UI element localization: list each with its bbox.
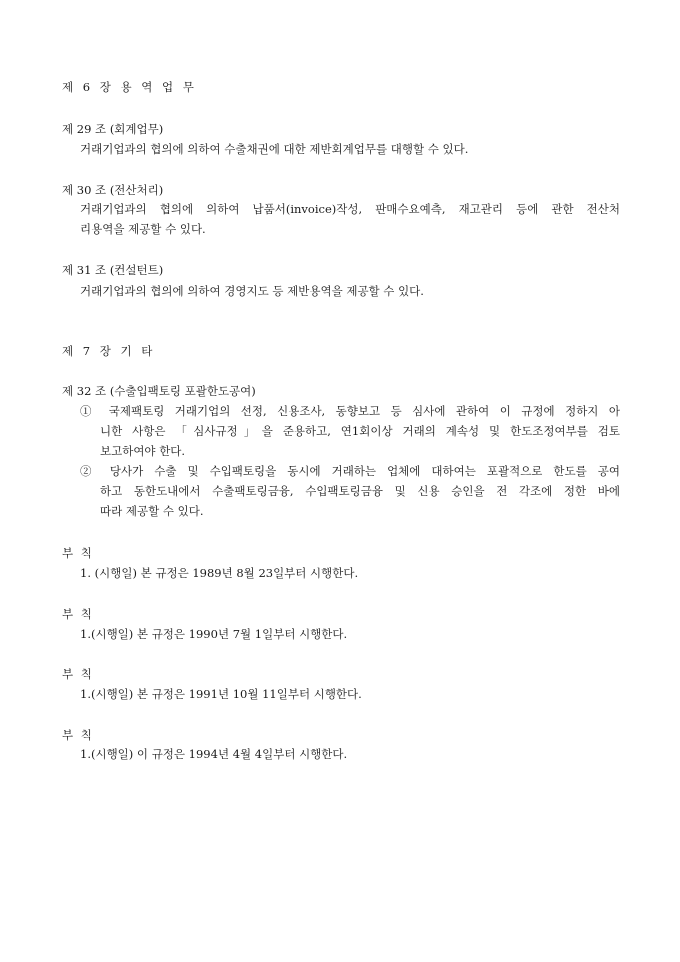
article-30-body-line-1: 거래기업과의 협의에 의하여 납품서(invoice)작성, 판매수요예측, 재고관리 등에 관한 전산처 (80, 202, 620, 216)
supplement-3-title: 부 칙 (62, 667, 94, 681)
supplement-1-item: 1. (시행일) 본 규정은 1989년 8월 23일부터 시행한다. (80, 566, 359, 580)
article-29-heading: 제 29 조 (회계업무) (62, 122, 164, 136)
article-30-body-line-2: 리용역을 제공할 수 있다. (80, 222, 206, 236)
chapter-7-title: 제 7 장 기 타 (62, 344, 156, 358)
article-32-item-1-line-3: 보고하여야 한다. (100, 444, 186, 458)
supplement-4-title: 부 칙 (62, 728, 94, 742)
article-32-item-2-line-2: 하고 동한도내에서 수출팩토링금융, 수입팩토링금융 및 신용 승인을 전 각조에 정한 바에 (100, 484, 620, 498)
article-30-heading: 제 30 조 (전산처리) (62, 183, 164, 197)
supplement-1-title: 부 칙 (62, 546, 94, 560)
supplement-2-item: 1.(시행일) 본 규정은 1990년 7월 1일부터 시행한다. (80, 627, 348, 641)
supplement-4-item: 1.(시행일) 이 규정은 1994년 4월 4일부터 시행한다. (80, 747, 348, 761)
article-32-item-1-line-2: 니한 사항은 「심사규정」을 준용하고, 연1회이상 거래의 계속성 및 한도조정여부를 검토 (100, 424, 620, 438)
article-32-item-2-line-3: 따라 제공할 수 있다. (100, 504, 204, 518)
supplement-2-title: 부 칙 (62, 607, 94, 621)
article-31-body: 거래기업과의 협의에 의하여 경영지도 등 제반용역을 제공할 수 있다. (80, 284, 424, 298)
chapter-6-title: 제 6 장 용 역 업 무 (62, 80, 197, 94)
supplement-3-item: 1.(시행일) 본 규정은 1991년 10월 11일부터 시행한다. (80, 687, 362, 701)
article-32-item-2-line-1: ② 당사가 수출 및 수입팩토링을 동시에 거래하는 업체에 대하여는 포괄적으로 한도를 공여 (80, 464, 620, 478)
article-31-heading: 제 31 조 (컨설턴트) (62, 263, 164, 277)
article-32-heading: 제 32 조 (수출입팩토링 포괄한도공여) (62, 384, 256, 398)
article-29-body: 거래기업과의 협의에 의하여 수출채권에 대한 제반회계업무를 대행할 수 있다. (80, 142, 469, 156)
article-32-item-1-line-1: ① 국제팩토링 거래기업의 선정, 신용조사, 동향보고 등 심사에 관하여 이 규정에 정하지 아 (80, 404, 620, 418)
